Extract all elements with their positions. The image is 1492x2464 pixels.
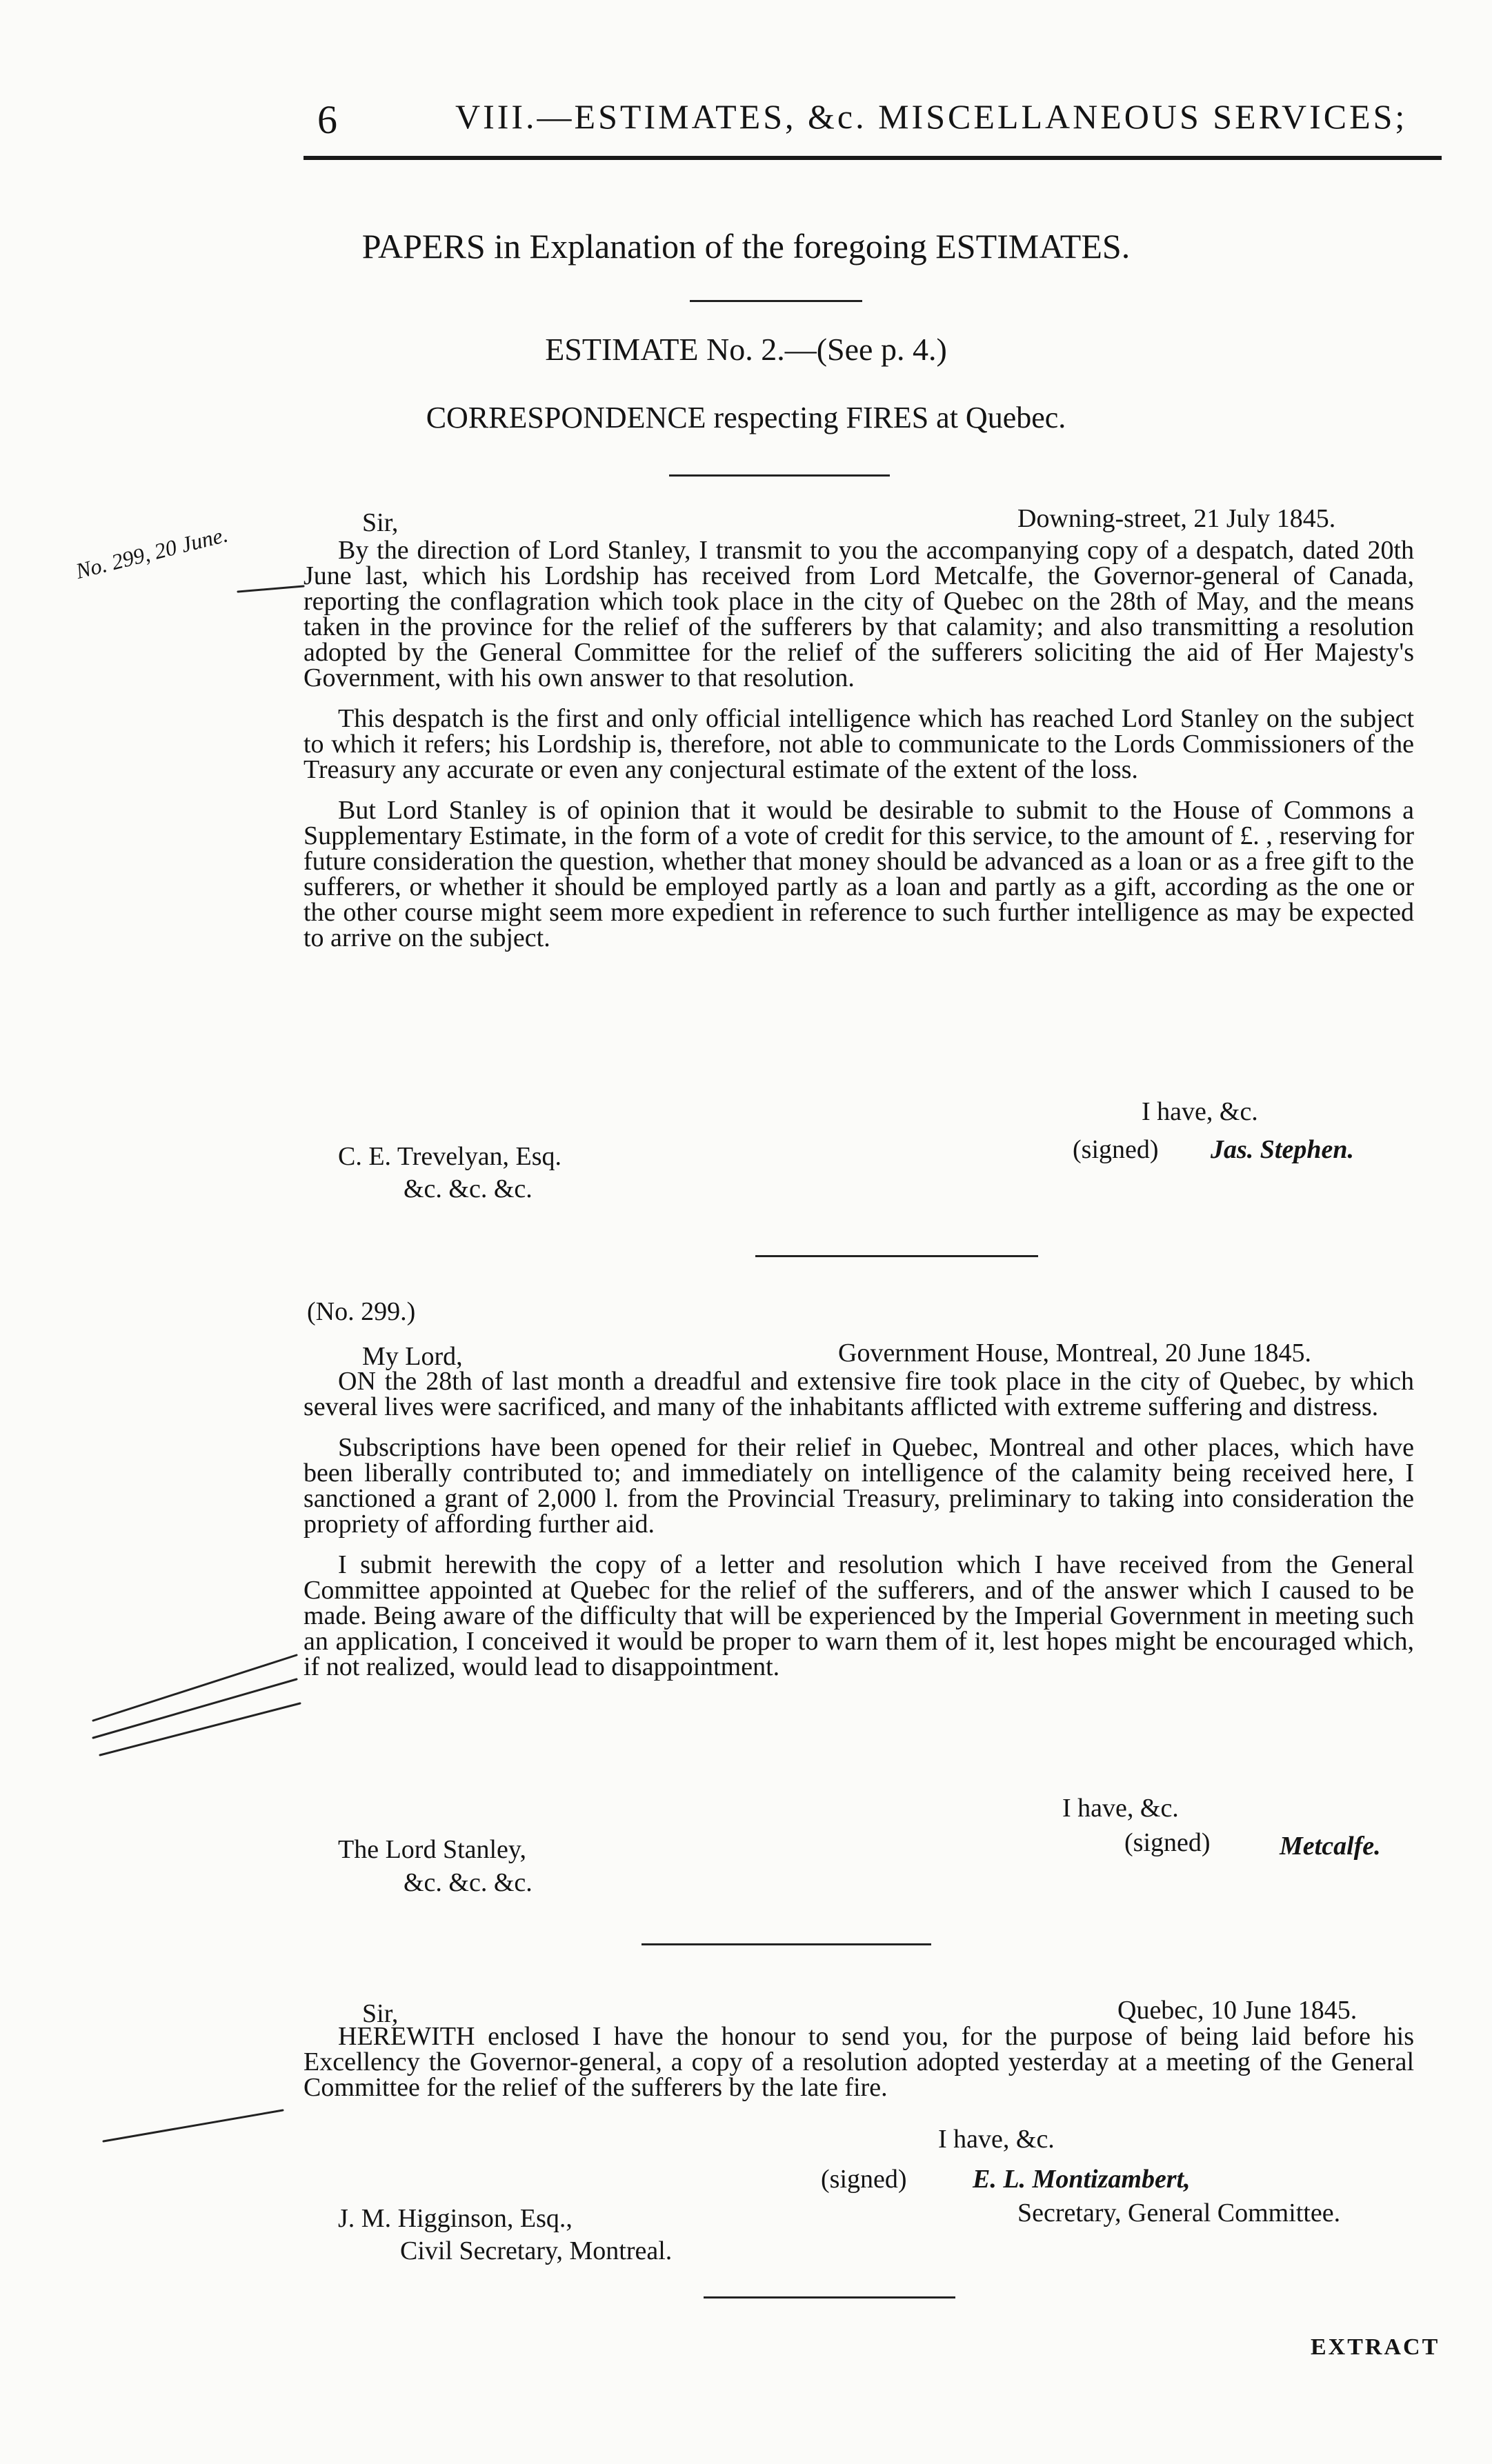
letter1-closing: I have, &c. bbox=[1142, 1097, 1258, 1126]
letter1-paragraph: But Lord Stanley is of opinion that it would be desirable to submit to the House of Commons a Supplementary Estimate, in the form of a vote of credit for this service, to the amount of £. , reserving for future consideration the question, whether that money should be advanced as a loan or as a free gift to the sufferers, or whether it should be employed partly as a loan and partly as a gift, according as the one or the other course might seem more expedient in reference to such further intelligence as may be expected to arrive on the subject. bbox=[304, 796, 1414, 952]
letter2-signed: (signed) bbox=[1124, 1828, 1211, 1857]
letter2-paragraph: ON the 28th of last month a dreadful and extensive fire took place in the city of Quebec, by which several lives were sacrificed, and many of the inhabitants afflicted with extreme suffering and distress. bbox=[304, 1367, 1414, 1421]
margin-stroke bbox=[100, 1703, 300, 1755]
page-number: 6 bbox=[317, 97, 337, 142]
letter3-salutation: Sir, bbox=[362, 1999, 399, 2028]
letter1-signed: (signed) bbox=[1073, 1135, 1159, 1164]
letter3-paragraph: HEREWITH enclosed I have the honour to send you, for the purpose of being laid before his Excellency the Governor-general, a copy of a resolution adopted yesterday at a meeting of the General Committee for the relief of the sufferers by the late fire. bbox=[304, 2022, 1414, 2102]
margin-stroke bbox=[103, 2110, 283, 2141]
letter1-place-date: Downing-street, 21 July 1845. bbox=[1017, 504, 1336, 533]
letter3-addressee-title: Civil Secretary, Montreal. bbox=[400, 2236, 673, 2265]
letter3-place-date: Quebec, 10 June 1845. bbox=[1117, 1996, 1357, 2025]
letter2-addressee: The Lord Stanley, bbox=[338, 1835, 526, 1864]
letter3-signature: E. L. Montizambert, bbox=[973, 2165, 1191, 2194]
letter1-addressee-etc: &c. &c. &c. bbox=[404, 1174, 533, 1203]
letter3-closing: I have, &c. bbox=[938, 2125, 1055, 2154]
margin-note: No. 299, 20 June. bbox=[73, 521, 230, 584]
letter1-addressee: C. E. Trevelyan, Esq. bbox=[338, 1142, 562, 1171]
letter2-place-date: Government House, Montreal, 20 June 1845. bbox=[838, 1339, 1311, 1368]
catchword: EXTRACT bbox=[1311, 2334, 1440, 2360]
letter2-closing: I have, &c. bbox=[1062, 1794, 1179, 1823]
letter1-paragraph: This despatch is the first and only official intelligence which has reached Lord Stanley on the subject to which it refers; his Lordship is, therefore, not able to communicate to the Lords Commissioners of the Treasury any accurate or even any conjectural estimate of the extent of the loss. bbox=[304, 704, 1414, 784]
estimate-heading: ESTIMATE No. 2.—(See p. 4.) bbox=[545, 332, 947, 367]
letter2-paragraph: I submit herewith the copy of a letter and resolution which I have received from the General Committee appointed at Quebec for the relief of the sufferers, and of the answer which I caused to be made. Being aware of the difficulty that will be experienced by the Imperial Government in meeting such an application, I conceived it would be proper to warn them of it, lest hopes might be encouraged which, if not realized, would lead to disappointment. bbox=[304, 1550, 1414, 1681]
letter1-signature: Jas. Stephen. bbox=[1211, 1135, 1354, 1164]
letter3-signature-title: Secretary, General Committee. bbox=[1017, 2198, 1341, 2227]
letter3-signed: (signed) bbox=[821, 2165, 907, 2194]
letter1-paragraph: By the direction of Lord Stanley, I transmit to you the accompanying copy of a despatch, dated 20th June last, which his Lordship has received from Lord Metcalfe, the Governor-general of Canada, reporting the conflagration which took place in the city of Quebec on the 28th of May, and the means taken in the province for the relief of the sufferers by that calamity; and also transmitting a resolution adopted by the General Committee for the relief of the sufferers soliciting the aid of Her Majesty's Government, with his own answer to that resolution. bbox=[304, 536, 1414, 692]
letter2-number: (No. 299.) bbox=[307, 1297, 416, 1326]
letter3-addressee: J. M. Higginson, Esq., bbox=[338, 2204, 573, 2233]
margin-stroke bbox=[238, 586, 304, 592]
letter2-salutation: My Lord, bbox=[362, 1342, 463, 1371]
correspondence-heading: CORRESPONDENCE respecting FIRES at Quebec. bbox=[426, 401, 1066, 434]
letter2-signature: Metcalfe. bbox=[1280, 1832, 1381, 1861]
letter2-paragraph: Subscriptions have been opened for their relief in Quebec, Montreal and other places, which have been liberally contributed to; and immediately on intelligence of the calamity being received here, I sanctioned a grant of 2,000 l. from the Provincial Treasury, preliminary to taking into consideration the propriety of affording further aid. bbox=[304, 1433, 1414, 1539]
letter2-addressee-etc: &c. &c. &c. bbox=[404, 1868, 533, 1897]
running-header: VIII.—ESTIMATES, &c. MISCELLANEOUS SERVICES; bbox=[455, 97, 1408, 136]
document-title: PAPERS in Explanation of the foregoing ESTIMATES. bbox=[361, 227, 1131, 266]
letter1-salutation: Sir, bbox=[362, 508, 399, 537]
